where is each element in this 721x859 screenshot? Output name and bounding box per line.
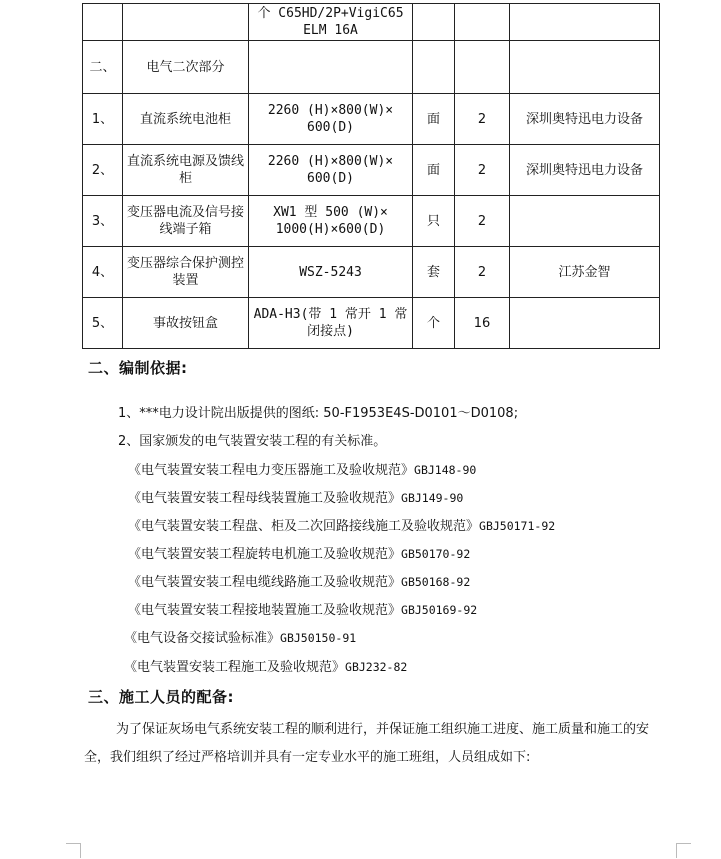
spec-cell <box>249 41 413 94</box>
quantity-cell: 2 <box>455 247 510 298</box>
page-corner-mark-left <box>66 843 81 858</box>
item-name-cell: 电气二次部分 <box>123 41 249 94</box>
row-number-cell: 3、 <box>83 196 123 247</box>
unit-cell: 只 <box>413 196 455 247</box>
standard-item <box>128 487 463 506</box>
standard-title: 《电气装置安装工程电力变压器施工及验收规范》 <box>128 463 415 478</box>
standard-title: 《电气装置安装工程母线装置施工及验收规范》 <box>128 491 402 506</box>
standard-title: 《电气设备交接试验标准》 <box>124 631 281 646</box>
standard-code: GB50168-92 <box>401 575 471 589</box>
manufacturer-cell <box>510 196 660 247</box>
item-name-cell: 事故按钮盒 <box>123 298 249 349</box>
basis-item-drawings <box>118 402 518 421</box>
quantity-cell: 2 <box>455 94 510 145</box>
quantity-cell: 2 <box>455 196 510 247</box>
standard-item <box>124 656 407 675</box>
unit-cell: 面 <box>413 145 455 196</box>
standard-title: 《电气装置安装工程施工及验收规范》 <box>124 660 346 675</box>
basis-item-drawings-text: 1、***电力设计院出版提供的图纸: 50-F1953E4S-D0101～D0108; <box>118 406 519 421</box>
unit-cell: 面 <box>413 94 455 145</box>
standard-title: 《电气装置安装工程接地装置施工及验收规范》 <box>128 603 402 618</box>
standard-title: 《电气装置安装工程电缆线路施工及验收规范》 <box>128 575 402 590</box>
item-name-cell: 直流系统电池柜 <box>123 94 249 145</box>
equipment-table <box>82 3 660 349</box>
spec-cell: 个 C65HD/2P+VigiC65 ELM 16A <box>249 4 413 41</box>
manufacturer-cell <box>510 298 660 349</box>
standard-code: GBJ232-82 <box>345 660 408 674</box>
spec-cell: 2260 (H)×800(W)× 600(D) <box>249 145 413 196</box>
standard-item <box>128 515 555 534</box>
page-corner-mark-right <box>676 843 691 858</box>
row-number-cell: 2、 <box>83 145 123 196</box>
table-row <box>83 196 660 247</box>
row-number-cell <box>83 4 123 41</box>
item-name-cell: 变压器综合保护测控装置 <box>123 247 249 298</box>
manufacturer-cell: 深圳奥特迅电力设备 <box>510 94 660 145</box>
standard-item <box>128 543 470 562</box>
item-name-cell: 直流系统电源及馈线柜 <box>123 145 249 196</box>
spec-cell: XW1 型 500 (W)× 1000(H)×600(D) <box>249 196 413 247</box>
item-name-cell <box>123 4 249 41</box>
standard-code: GBJ149-90 <box>401 491 464 505</box>
table-row <box>83 4 660 41</box>
row-number-cell: 5、 <box>83 298 123 349</box>
unit-cell: 套 <box>413 247 455 298</box>
standard-title: 《电气装置安装工程旋转电机施工及验收规范》 <box>128 547 402 562</box>
row-number-cell: 1、 <box>83 94 123 145</box>
row-number-cell: 4、 <box>83 247 123 298</box>
standard-item <box>124 627 356 646</box>
quantity-cell <box>455 41 510 94</box>
quantity-cell <box>455 4 510 41</box>
table-row <box>83 247 660 298</box>
section-heading-staffing: 三、施工人员的配备: <box>88 688 234 706</box>
manufacturer-cell <box>510 4 660 41</box>
table-row <box>83 145 660 196</box>
standard-code: GBJ148-90 <box>414 463 477 477</box>
standard-code: GBJ50169-92 <box>401 603 478 617</box>
standard-item <box>128 599 477 618</box>
standard-item <box>128 571 470 590</box>
standard-title: 《电气装置安装工程盘、柜及二次回路接线施工及验收规范》 <box>128 519 480 534</box>
table-row <box>83 41 660 94</box>
standard-item <box>128 459 476 478</box>
standard-code: GB50170-92 <box>401 547 471 561</box>
manufacturer-cell <box>510 41 660 94</box>
unit-cell: 个 <box>413 298 455 349</box>
basis-item-standards: 2、国家颁发的电气装置安装工程的有关标准。 <box>118 434 387 449</box>
staffing-paragraph: 为了保证灰场电气系统安装工程的顺利进行，并保证施工组织施工进度、施工质量和施工的安全，我们组织了经过严格培训并具有一定专业水平的施工班组，人员组成如下: <box>84 722 650 765</box>
standard-code: GBJ50150-91 <box>280 631 357 645</box>
table-row <box>83 94 660 145</box>
quantity-cell: 16 <box>455 298 510 349</box>
unit-cell <box>413 4 455 41</box>
manufacturer-cell: 深圳奥特迅电力设备 <box>510 145 660 196</box>
spec-cell: 2260 (H)×800(W)× 600(D) <box>249 94 413 145</box>
manufacturer-cell: 江苏金智 <box>510 247 660 298</box>
unit-cell <box>413 41 455 94</box>
quantity-cell: 2 <box>455 145 510 196</box>
row-number-cell: 二、 <box>83 41 123 94</box>
item-name-cell: 变压器电流及信号接线端子箱 <box>123 196 249 247</box>
standard-code: GBJ50171-92 <box>479 519 556 533</box>
spec-cell: ADA-H3(带 1 常开 1 常闭接点) <box>249 298 413 349</box>
section-heading-basis: 二、编制依据: <box>88 359 188 377</box>
table-row <box>83 298 660 349</box>
spec-cell: WSZ-5243 <box>249 247 413 298</box>
